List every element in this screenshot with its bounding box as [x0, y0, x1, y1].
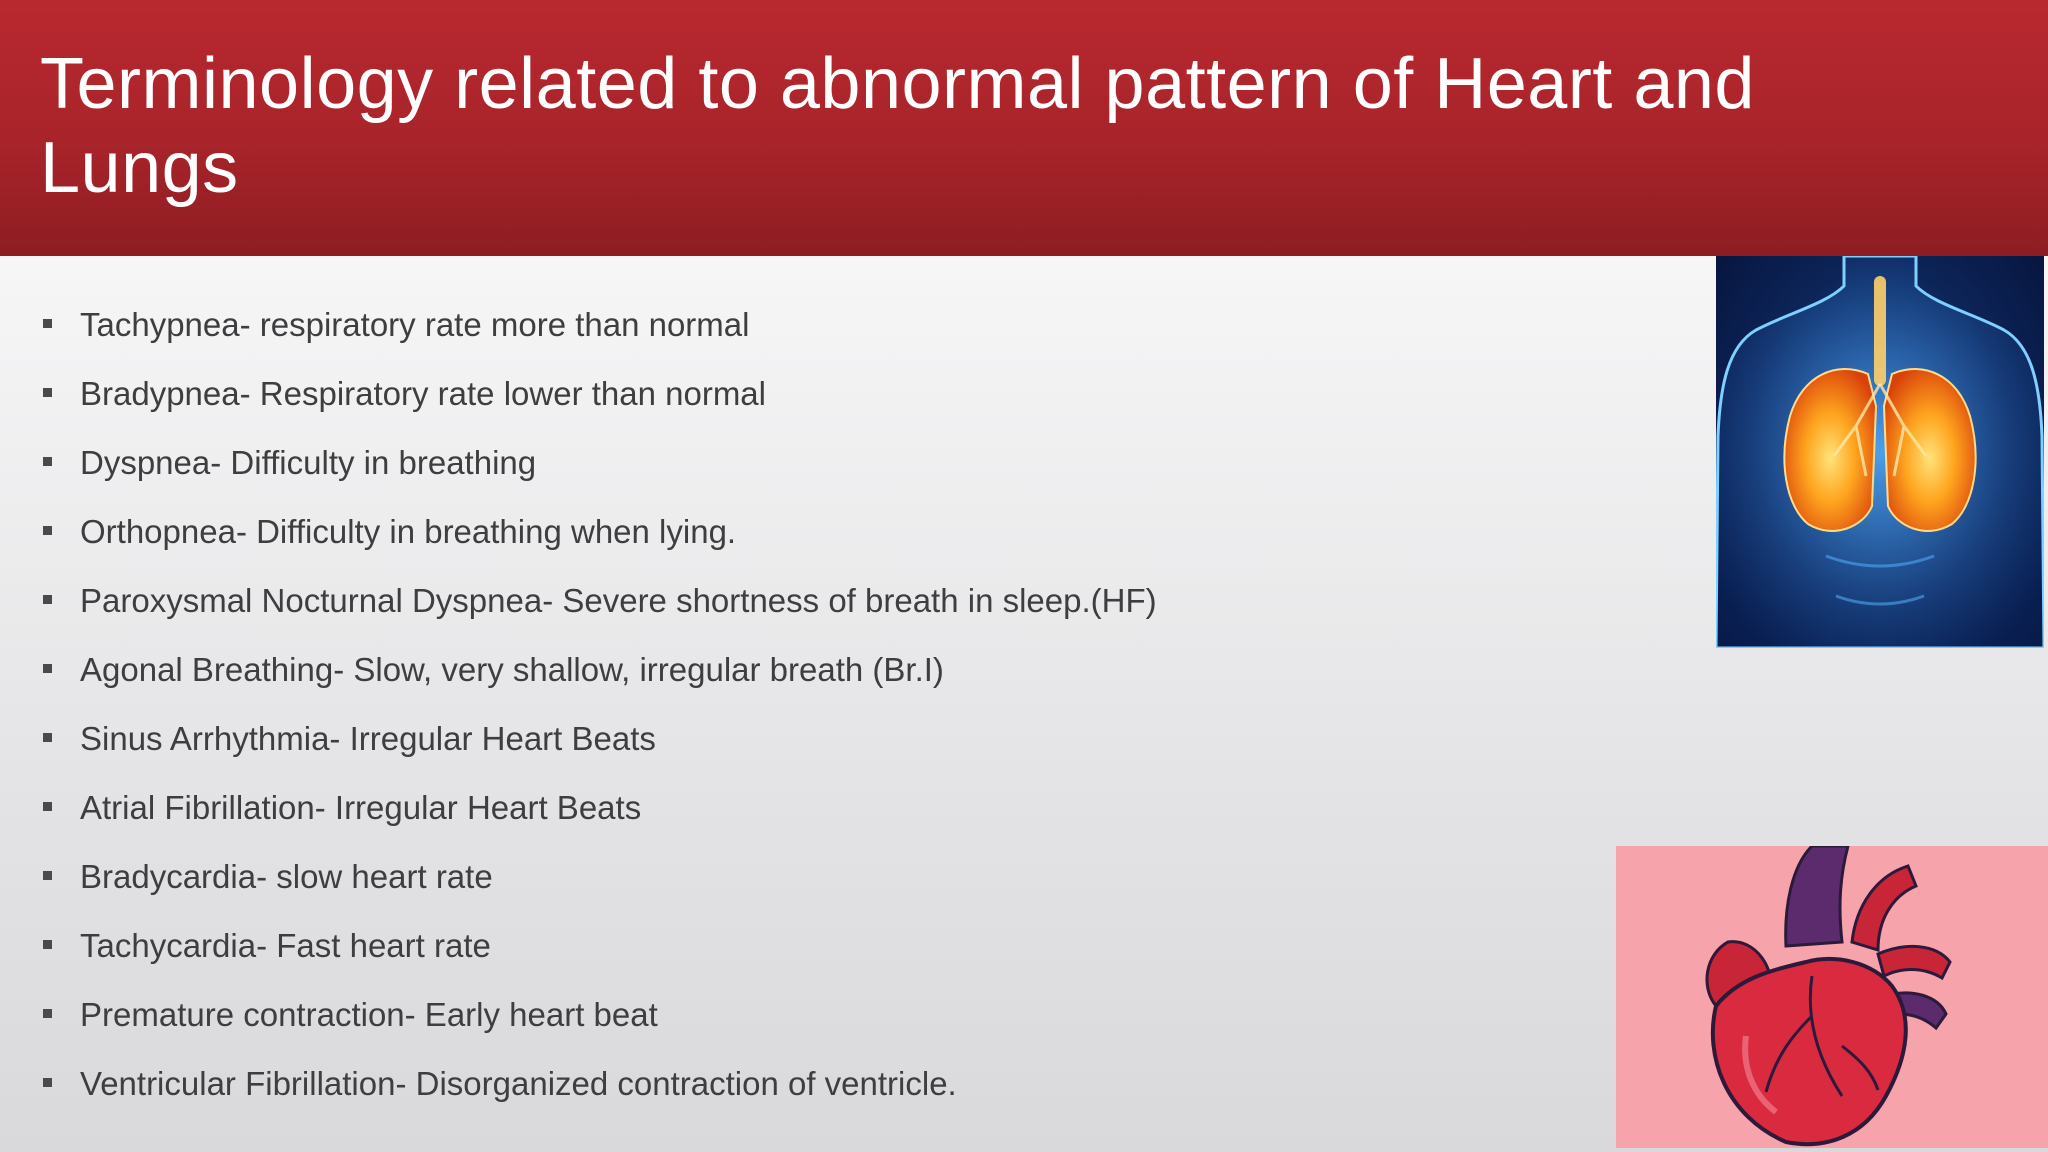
- bullet-marker: [43, 388, 52, 397]
- bullet-item: [40, 842, 1580, 911]
- bullet-item: [40, 566, 1580, 635]
- bullet-marker: [43, 526, 52, 535]
- bullet-item: [40, 773, 1580, 842]
- bullet-text: Tachypnea- respiratory rate more than normal: [80, 306, 750, 343]
- bullet-item: [40, 980, 1580, 1049]
- bullet-text: Atrial Fibrillation- Irregular Heart Beats: [80, 789, 642, 826]
- bullet-text: Ventricular Fibrillation- Disorganized contraction of ventricle.: [80, 1065, 957, 1102]
- bullet-item: [40, 359, 1580, 428]
- bullet-marker: [43, 1009, 52, 1018]
- bullet-marker: [43, 940, 52, 949]
- bullet-text: Sinus Arrhythmia- Irregular Heart Beats: [80, 720, 656, 757]
- bullet-item: [40, 290, 1580, 359]
- bullet-marker: [43, 1078, 52, 1087]
- bullet-text: Bradypnea- Respiratory rate lower than normal: [80, 375, 766, 412]
- bullet-marker: [43, 871, 52, 880]
- bullet-item: [40, 635, 1580, 704]
- bullet-text: Orthopnea- Difficulty in breathing when lying.: [80, 513, 737, 550]
- bullet-text: Agonal Breathing- Slow, very shallow, irregular breath (Br.I): [80, 651, 944, 688]
- bullet-text: Premature contraction- Early heart beat: [80, 996, 658, 1033]
- lungs-icon: [1716, 256, 2044, 648]
- bullet-text: Tachycardia- Fast heart rate: [80, 927, 491, 964]
- lungs-illustration: [1716, 256, 2044, 648]
- bullet-marker: [43, 319, 52, 328]
- heart-illustration: [1616, 846, 2048, 1148]
- bullet-text: Paroxysmal Nocturnal Dyspnea- Severe shortness of breath in sleep.(HF): [80, 582, 1157, 619]
- heart-icon: [1616, 846, 2048, 1148]
- bullet-marker: [43, 595, 52, 604]
- bullet-text: Dyspnea- Difficulty in breathing: [80, 444, 537, 481]
- bullet-marker: [43, 664, 52, 673]
- bullet-list: [40, 290, 1580, 1118]
- bullet-item: [40, 497, 1580, 566]
- bullet-item: [40, 704, 1580, 773]
- bullet-item: [40, 1049, 1580, 1118]
- bullet-text: Bradycardia- slow heart rate: [80, 858, 493, 895]
- bullet-item: [40, 428, 1580, 497]
- bullet-marker: [43, 457, 52, 466]
- bullet-marker: [43, 733, 52, 742]
- slide-title: Terminology related to abnormal pattern of Heart and Lungs: [40, 44, 1755, 208]
- title-banner: [0, 0, 2048, 256]
- bullet-marker: [43, 802, 52, 811]
- bullet-item: [40, 911, 1580, 980]
